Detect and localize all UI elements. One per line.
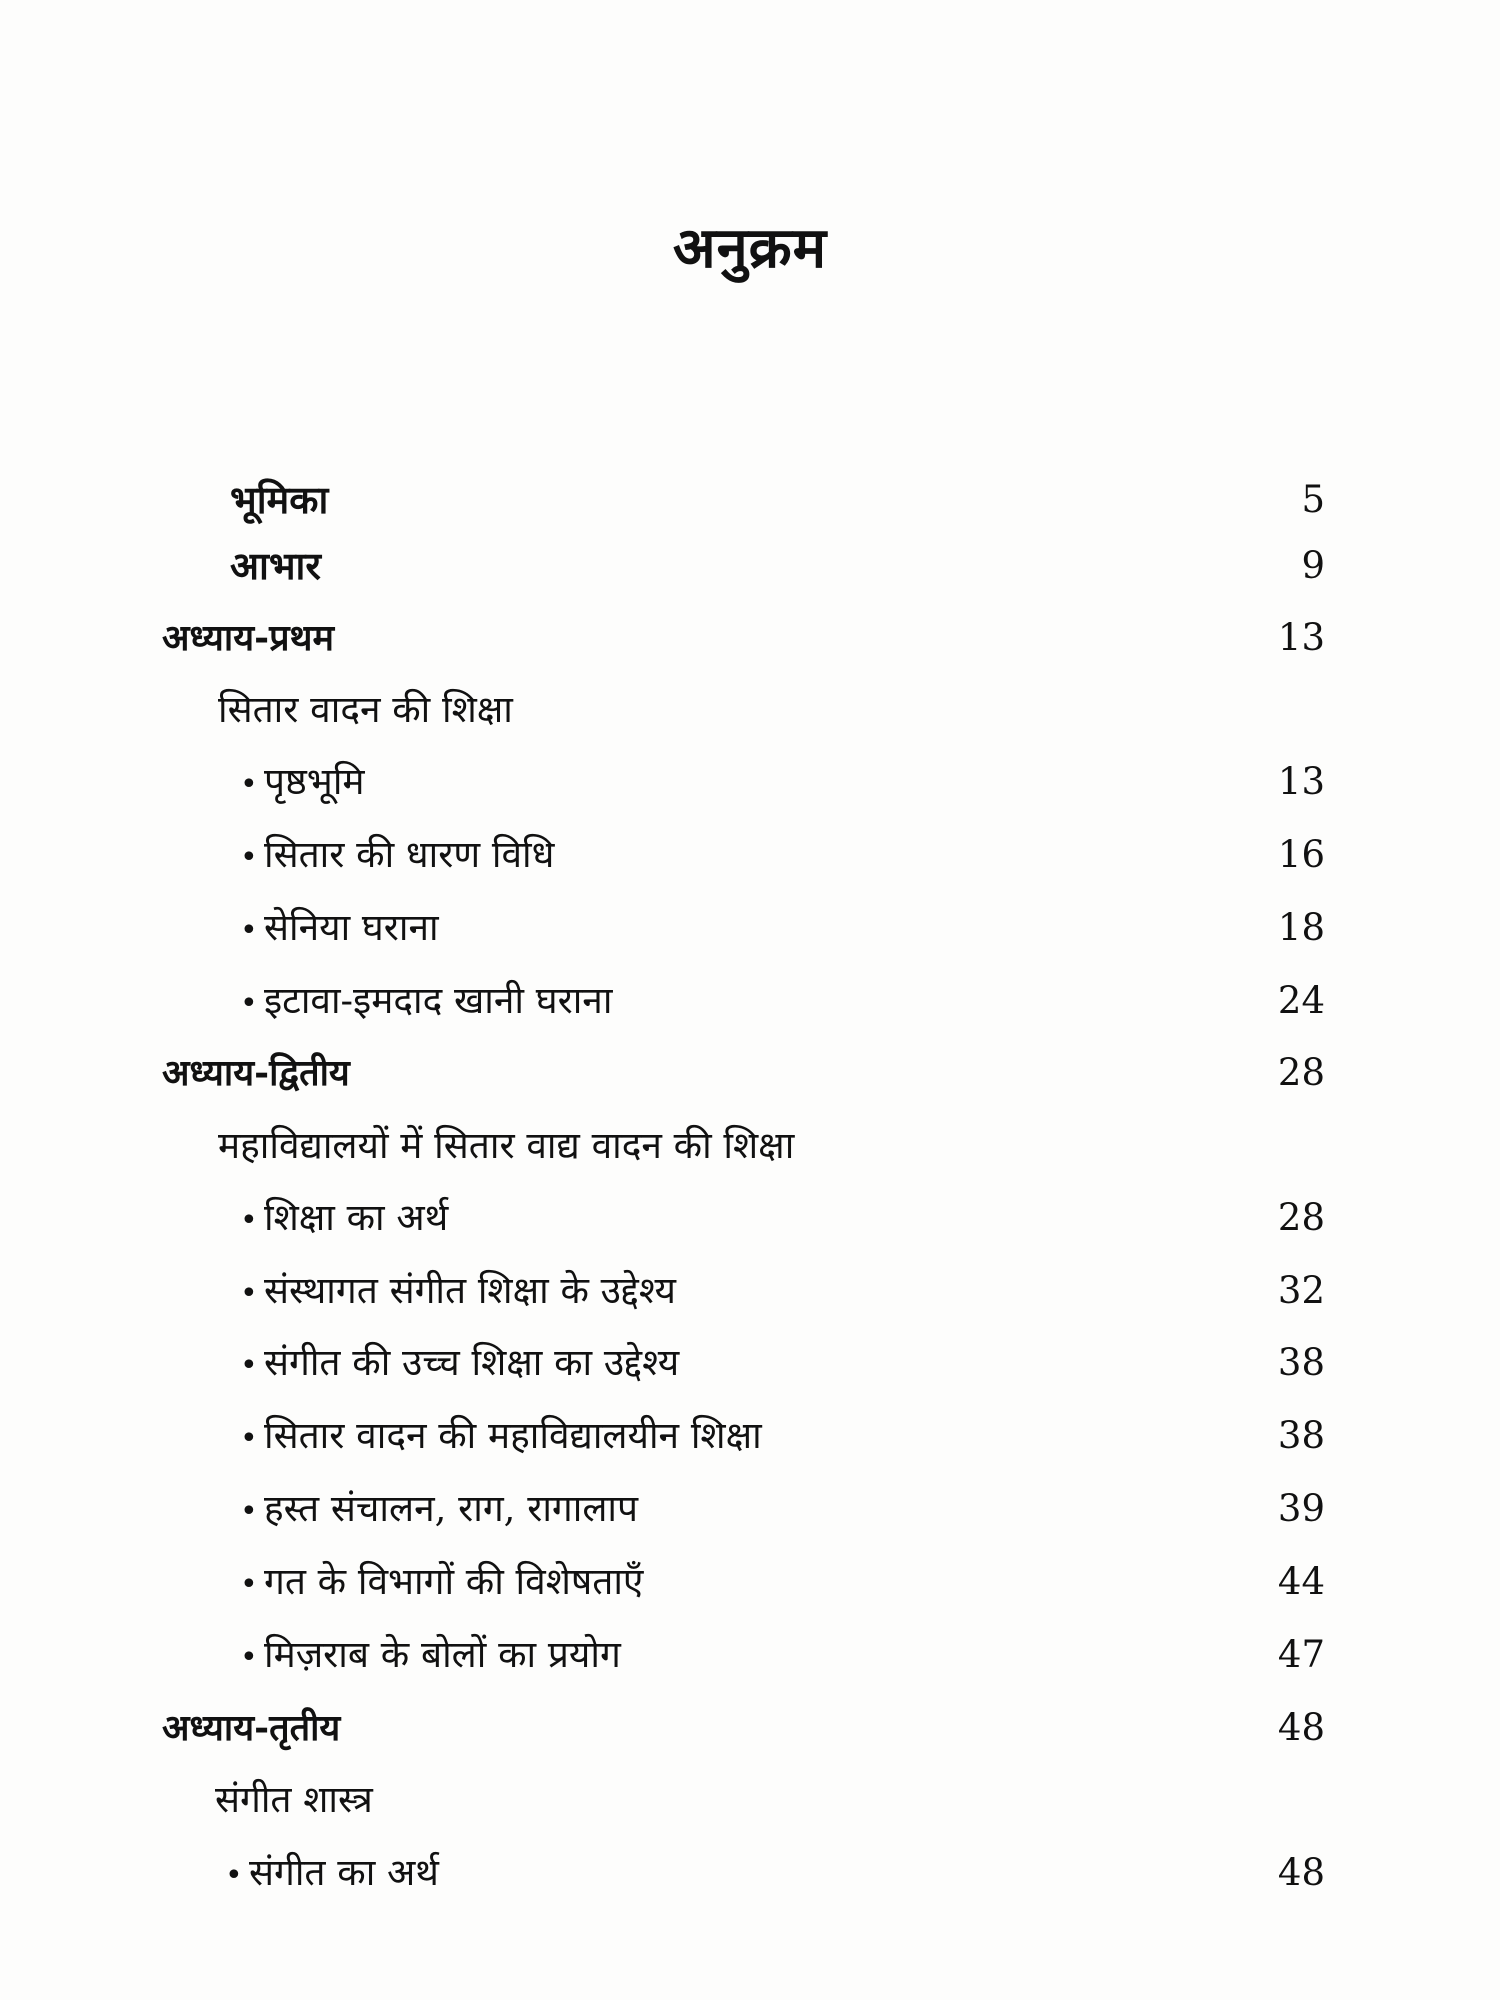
toc-item: [225, 1843, 1325, 1903]
chapter-title: अध्याय-तृतीय: [162, 1707, 341, 1749]
entry-page-number: 9: [1301, 544, 1325, 587]
toc-item: [240, 1406, 1325, 1466]
entry-page-number: 16: [1277, 833, 1325, 876]
toc-item: [240, 1625, 1325, 1685]
bullet-icon: •: [240, 1640, 258, 1675]
entry-page-number: 28: [1277, 1196, 1325, 1239]
entry-label: सितार की धारण विधि: [264, 833, 555, 876]
chapter-title: अध्याय-द्वितीय: [162, 1052, 350, 1094]
entry-label: इटावा-इमदाद खानी घराना: [264, 979, 613, 1022]
entry-label: गत के विभागों की विशेषताएँ: [264, 1560, 644, 1603]
entry-page-number: 5: [1301, 478, 1325, 521]
bullet-icon: •: [240, 1276, 258, 1311]
toc-item: [240, 1188, 1325, 1248]
entry-page-number: 39: [1277, 1487, 1325, 1530]
entry-label: भूमिका: [230, 477, 329, 522]
entry-page-number: 13: [1277, 760, 1325, 803]
bullet-icon: •: [240, 1494, 258, 1529]
entry-page-number: 38: [1277, 1414, 1325, 1457]
toc-item: [240, 752, 1325, 812]
chapter-subtitle: [215, 1770, 1325, 1830]
entry-label: संगीत का अर्थ: [249, 1851, 439, 1894]
entry-page-number: 18: [1277, 906, 1325, 949]
entry-page-number: 32: [1277, 1269, 1325, 1312]
bullet-icon: •: [240, 913, 258, 948]
bullet-icon: •: [240, 1348, 258, 1383]
entry-page-number: 38: [1277, 1341, 1325, 1384]
bullet-icon: •: [240, 986, 258, 1021]
bullet-icon: •: [240, 1567, 258, 1602]
chapter-subtitle: [218, 1116, 1325, 1176]
toc-item: [240, 1261, 1325, 1321]
page-title: अनुक्रम: [672, 215, 828, 281]
toc-item: [240, 971, 1325, 1031]
entry-label: संस्थागत संगीत शिक्षा के उद्देश्य: [264, 1269, 677, 1312]
subtitle-label: महाविद्यालयों में सितार वाद्य वादन की शिक्षा: [218, 1124, 795, 1167]
chapter-subtitle: [218, 680, 1325, 740]
toc-entry-prelim: [230, 536, 1325, 596]
toc-item: [240, 898, 1325, 958]
entry-label: मिज़राब के बोलों का प्रयोग: [264, 1633, 621, 1676]
entry-label: हस्त संचालन, राग, रागालाप: [264, 1487, 639, 1530]
subtitle-label: संगीत शास्त्र: [215, 1778, 373, 1821]
bullet-icon: •: [240, 767, 258, 802]
bullet-icon: •: [240, 1421, 258, 1456]
entry-label: शिक्षा का अर्थ: [264, 1196, 449, 1239]
entry-page-number: 47: [1277, 1633, 1325, 1676]
entry-page-number: 44: [1277, 1560, 1325, 1603]
bullet-icon: •: [240, 840, 258, 875]
entry-page-number: 28: [1277, 1051, 1325, 1094]
bullet-icon: •: [240, 1203, 258, 1238]
subtitle-label: सितार वादन की शिक्षा: [218, 688, 513, 731]
chapter-heading: [162, 1043, 1325, 1103]
entry-label: संगीत की उच्च शिक्षा का उद्देश्य: [264, 1341, 680, 1384]
toc-item: [240, 825, 1325, 885]
bullet-icon: •: [225, 1858, 243, 1893]
chapter-heading: [162, 1698, 1325, 1758]
toc-entry-prelim: [230, 470, 1325, 530]
toc-item: [240, 1552, 1325, 1612]
chapter-title: अध्याय-प्रथम: [162, 617, 335, 659]
entry-label: सितार वादन की महाविद्यालयीन शिक्षा: [264, 1414, 762, 1457]
entry-page-number: 48: [1277, 1851, 1325, 1894]
toc-item: [240, 1479, 1325, 1539]
entry-label: पृष्ठभूमि: [264, 760, 365, 803]
toc-item: [240, 1333, 1325, 1393]
entry-label: सेनिया घराना: [264, 906, 439, 949]
chapter-heading: [162, 608, 1325, 668]
entry-page-number: 48: [1277, 1706, 1325, 1749]
entry-page-number: 24: [1277, 979, 1325, 1022]
entry-label: आभार: [230, 543, 321, 588]
entry-page-number: 13: [1277, 616, 1325, 659]
